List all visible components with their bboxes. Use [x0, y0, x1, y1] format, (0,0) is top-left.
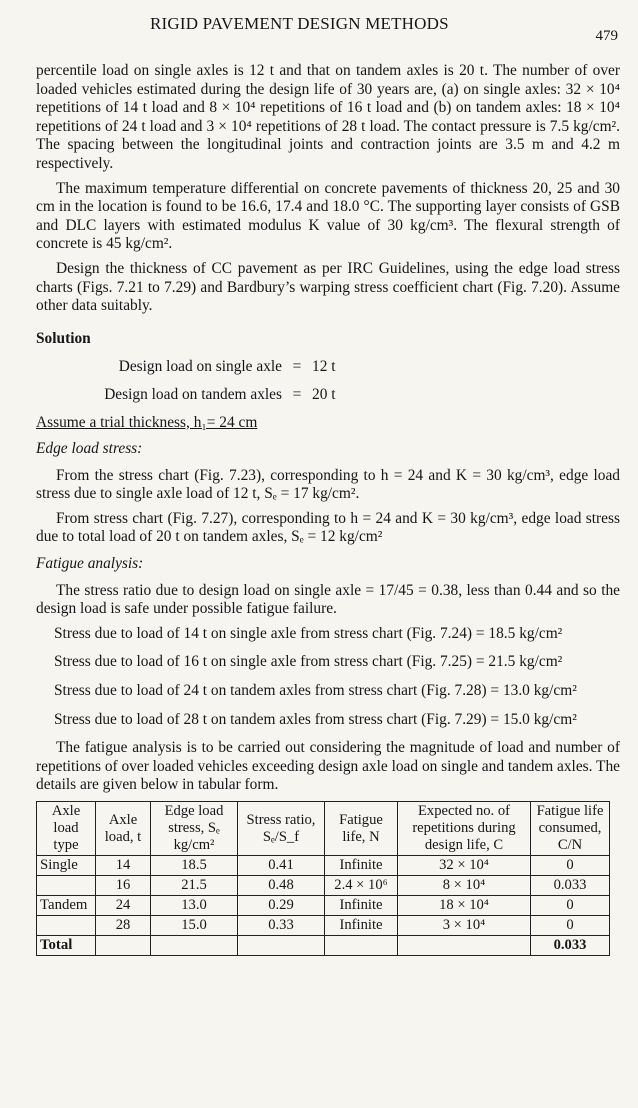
col-header-axle-load: Axle load, t [96, 802, 151, 856]
cell-axle-type: Single [37, 856, 96, 876]
stress-line: Stress due to load of 14 t on single axle from stress chart (Fig. 7.24) = 18.5 kg/cm² [54, 624, 563, 642]
total-blank [238, 936, 325, 956]
table-total-row [37, 936, 610, 956]
cell-life-consumed: 0.033 [531, 876, 610, 896]
cell-edge-stress: 13.0 [151, 896, 238, 916]
total-blank [151, 936, 238, 956]
cell-life-consumed: 0 [531, 916, 610, 936]
cell-edge-stress: 21.5 [151, 876, 238, 896]
cell-edge-stress: 18.5 [151, 856, 238, 876]
cell-axle-type [37, 916, 96, 936]
stress-line: Stress due to load of 16 t on single axle from stress chart (Fig. 7.25) = 21.5 kg/cm² [54, 653, 563, 671]
cell-axle-load: 24 [96, 896, 151, 916]
total-label: Total [37, 936, 96, 956]
cell-life-consumed: 0 [531, 856, 610, 876]
design-load-tandem [36, 386, 620, 405]
cell-expected-repetitions: 18 × 10⁴ [398, 896, 531, 916]
single-load-label: Design load on single axle [118, 358, 282, 376]
cell-fatigue-life: Infinite [325, 856, 398, 876]
tandem-load-equals: = [292, 385, 302, 403]
running-title: RIGID PAVEMENT DESIGN METHODS [150, 14, 449, 33]
cell-fatigue-life: 2.4 × 10⁶ [325, 876, 398, 896]
fatigue-paragraph: The stress ratio due to design load on single axle = 17/45 = 0.38, less than 0.44 and so the design load is safe under possible fatigue failure. [36, 581, 620, 618]
table-row [37, 876, 610, 896]
single-load-value: 12 t [312, 358, 336, 376]
cell-stress-ratio: 0.41 [238, 856, 325, 876]
cell-axle-type: Tandem [37, 896, 96, 916]
cell-axle-load: 28 [96, 916, 151, 936]
col-header-axle-type: Axle load type [37, 802, 96, 856]
tandem-load-label: Design load on tandem axles [104, 385, 282, 403]
closing-paragraph: The fatigue analysis is to be carried out considering the magnitude of load and number of repetitions of over loaded vehicles exceeding design axle load on single and tandem axles. The details are given below in tabular form. [36, 739, 620, 794]
cell-stress-ratio: 0.29 [238, 896, 325, 916]
cell-stress-ratio: 0.48 [238, 876, 325, 896]
edge-load-heading: Edge load stress: [36, 440, 143, 458]
cell-edge-stress: 15.0 [151, 916, 238, 936]
page-number: 479 [595, 28, 618, 44]
total-blank [96, 936, 151, 956]
trial-thickness: Assume a trial thickness, h₁= 24 cm [36, 413, 258, 431]
col-header-fatigue-life: Fatigue life, N [325, 802, 398, 856]
cell-expected-repetitions: 3 × 10⁴ [398, 916, 531, 936]
cell-axle-load: 14 [96, 856, 151, 876]
cell-fatigue-life: Infinite [325, 896, 398, 916]
col-header-expected-repetitions: Expected no. of repetitions during design life, C [398, 802, 531, 856]
total-blank [398, 936, 531, 956]
cell-fatigue-life: Infinite [325, 916, 398, 936]
col-header-edge-stress: Edge load stress, Sₑ kg/cm² [151, 802, 238, 856]
table-row [37, 856, 610, 876]
table-header-row [37, 802, 610, 856]
stress-line: Stress due to load of 28 t on tandem axles from stress chart (Fig. 7.29) = 15.0 kg/cm² [54, 710, 577, 728]
total-life-consumed: 0.033 [531, 936, 610, 956]
problem-paragraph-3: Design the thickness of CC pavement as per IRC Guidelines, using the edge load stress charts (Figs. 7.21 to 7.29) and Bardbury’s warping stress coefficient chart (Fig. 7.20). Assume other data suitably. [36, 259, 620, 315]
page-body [36, 62, 620, 956]
cell-life-consumed: 0 [531, 896, 610, 916]
edge-load-paragraph-2: From stress chart (Fig. 7.27), corresponding to h = 24 and K = 30 kg/cm³, edge load stress due to total load of 20 t on tandem axles, Sₑ = 12 kg/cm² [36, 509, 620, 546]
cell-axle-type [37, 876, 96, 896]
page-header [0, 14, 638, 44]
fatigue-heading: Fatigue analysis: [36, 555, 144, 573]
cell-expected-repetitions: 8 × 10⁴ [398, 876, 531, 896]
table-row [37, 896, 610, 916]
table-row [37, 916, 610, 936]
tandem-load-value: 20 t [312, 385, 336, 403]
fatigue-table [36, 801, 610, 956]
edge-load-paragraph-1: From the stress chart (Fig. 7.23), corresponding to h = 24 and K = 30 kg/cm³, edge load stress due to single axle load of 12 t, Sₑ = 17 kg/cm². [36, 466, 620, 503]
total-blank [325, 936, 398, 956]
single-load-equals: = [292, 358, 302, 376]
col-header-life-consumed: Fatigue life consumed, C/N [531, 802, 610, 856]
col-header-stress-ratio: Stress ratio, Sₑ/S_f [238, 802, 325, 856]
stress-line: Stress due to load of 24 t on tandem axles from stress chart (Fig. 7.28) = 13.0 kg/cm² [54, 682, 577, 700]
problem-paragraph-1: percentile load on single axles is 12 t and that on tandem axles is 20 t. The number of over loaded vehicles estimated during the design life of 30 years are, (a) on single axles: 32 × 10⁴ repetitions of 14 t load and 8 × 10⁴ repetitions of 16 t load and (b) on tandem axles: 18 × 10⁴ repetitions of 24 t load and 3 × 10⁴ repetitions of 28 t load. The contact pressure is 7.5 kg/cm². The spacing between the longitudinal joints and contraction joints are 3.5 m and 4.2 m respectively. [36, 62, 620, 172]
solution-heading: Solution [36, 329, 91, 347]
cell-expected-repetitions: 32 × 10⁴ [398, 856, 531, 876]
design-load-single [36, 358, 620, 377]
cell-axle-load: 16 [96, 876, 151, 896]
cell-stress-ratio: 0.33 [238, 916, 325, 936]
problem-paragraph-2: The maximum temperature differential on concrete pavements of thickness 20, 25 and 30 cm in the location is found to be 16.6, 17.4 and 18.0 °C. The supporting layer consists of GSB and DLC layers with estimated modulus K value of 30 kg/cm³. The flexural strength of concrete is 45 kg/cm². [36, 179, 620, 253]
